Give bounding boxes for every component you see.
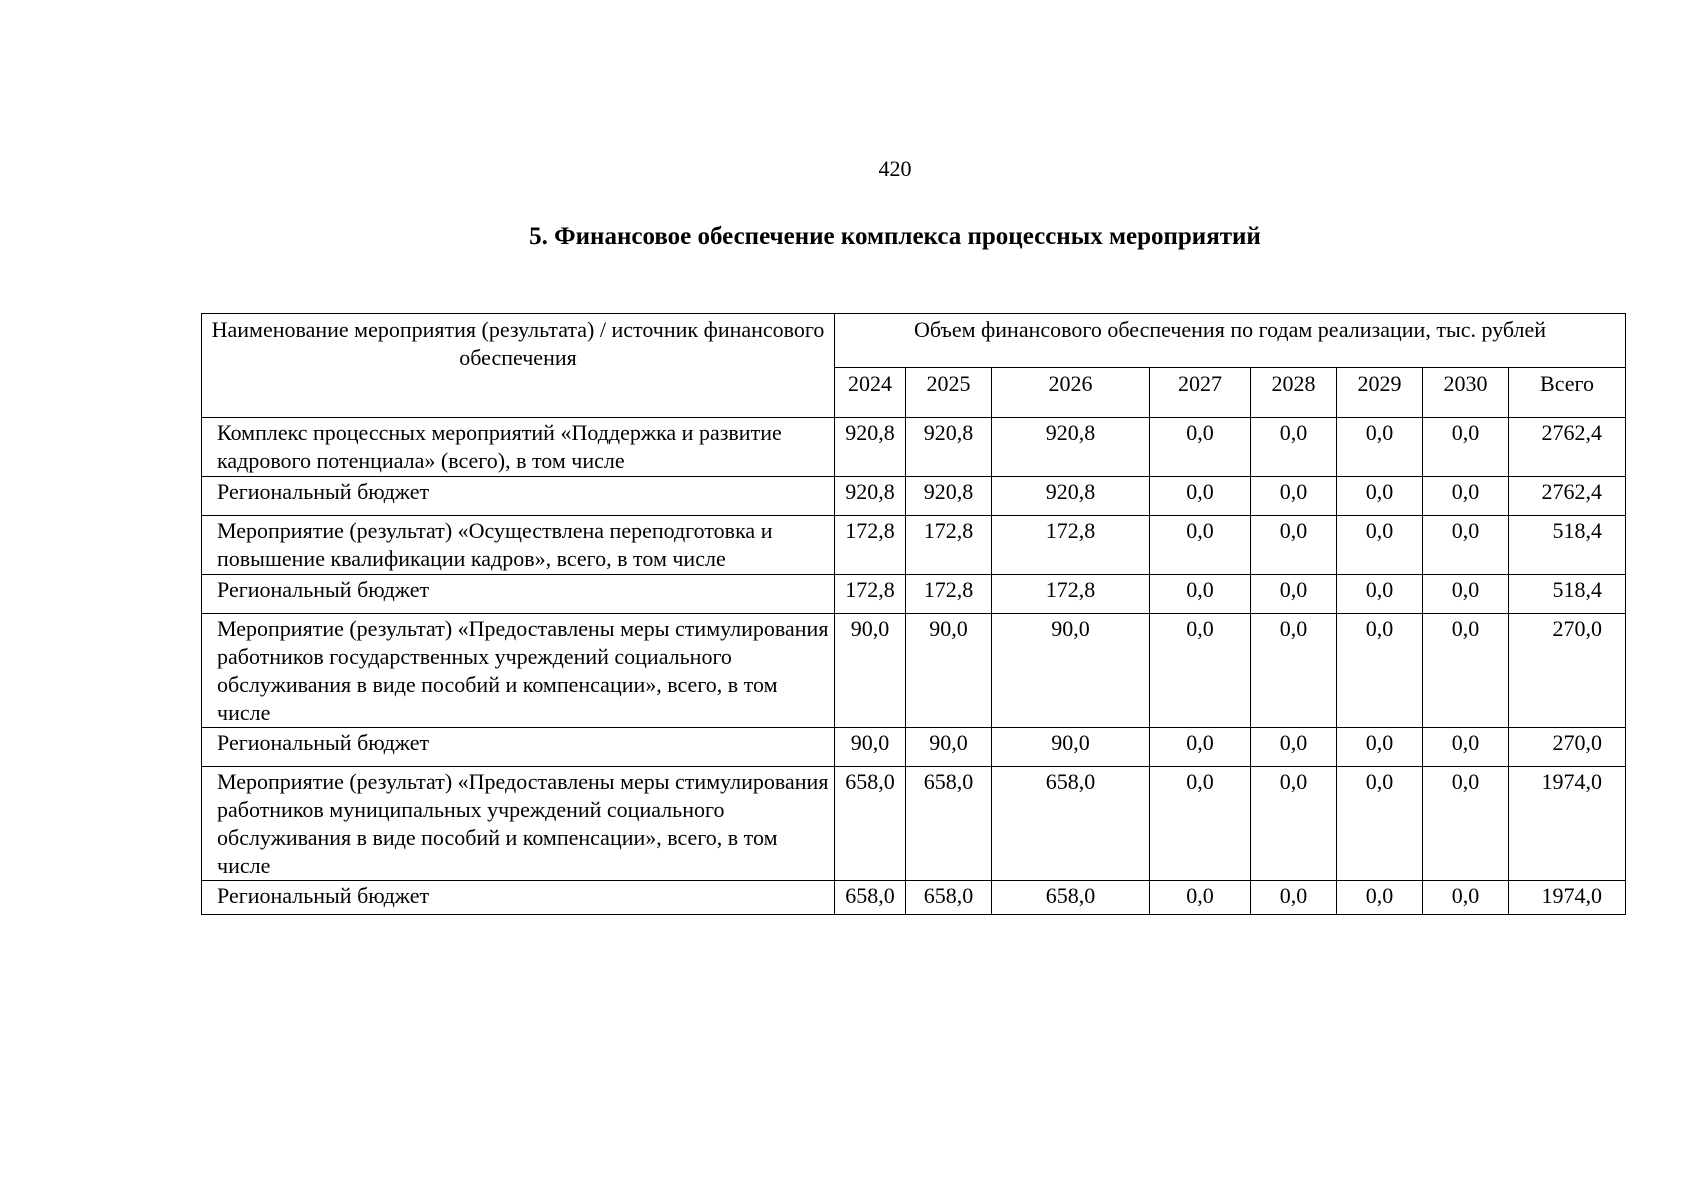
cell-value: 90,0 (906, 614, 992, 728)
cell-value: 0,0 (1150, 614, 1251, 728)
cell-value: 658,0 (992, 881, 1150, 915)
cell-value: 172,8 (835, 516, 906, 575)
cell-value: 0,0 (1150, 881, 1251, 915)
row-name: Региональный бюджет (202, 728, 835, 767)
table-row (202, 767, 1626, 881)
cell-value: 0,0 (1150, 767, 1251, 881)
page-number: 420 (878, 156, 912, 181)
table-row (202, 477, 1626, 516)
cell-value: 0,0 (1150, 418, 1251, 477)
cell-value: 658,0 (906, 767, 992, 881)
cell-value: 0,0 (1150, 575, 1251, 614)
table-row (202, 614, 1626, 728)
cell-value: 0,0 (1423, 881, 1509, 915)
row-name: Мероприятие (результат) «Осуществлена переподготовка и повышение квалификации кадров», всего, в том числе (202, 516, 835, 575)
cell-value: 658,0 (835, 881, 906, 915)
cell-value: 0,0 (1337, 767, 1423, 881)
header-year: 2028 (1251, 368, 1337, 418)
cell-value: 0,0 (1337, 728, 1423, 767)
cell-value: 658,0 (992, 767, 1150, 881)
cell-value: 0,0 (1423, 477, 1509, 516)
cell-value: 0,0 (1251, 516, 1337, 575)
cell-value: 90,0 (992, 728, 1150, 767)
cell-value: 0,0 (1251, 418, 1337, 477)
header-year: 2026 (992, 368, 1150, 418)
cell-value: 0,0 (1150, 728, 1251, 767)
cell-value: 0,0 (1423, 614, 1509, 728)
financing-table (201, 313, 1626, 915)
cell-value: 920,8 (992, 477, 1150, 516)
cell-value: 0,0 (1150, 516, 1251, 575)
cell-value: 0,0 (1251, 575, 1337, 614)
cell-value: 172,8 (906, 575, 992, 614)
cell-value: 0,0 (1251, 881, 1337, 915)
cell-value: 172,8 (992, 575, 1150, 614)
table-row (202, 881, 1626, 915)
cell-value: 0,0 (1251, 614, 1337, 728)
cell-value: 0,0 (1337, 477, 1423, 516)
cell-value: 172,8 (835, 575, 906, 614)
cell-value: 920,8 (906, 418, 992, 477)
cell-value: 0,0 (1337, 418, 1423, 477)
cell-value: 920,8 (906, 477, 992, 516)
cell-value: 920,8 (992, 418, 1150, 477)
cell-value: 658,0 (835, 767, 906, 881)
cell-value: 920,8 (835, 477, 906, 516)
cell-value: 0,0 (1337, 516, 1423, 575)
cell-value: 0,0 (1423, 767, 1509, 881)
cell-total: 518,4 (1509, 575, 1626, 614)
header-year: 2027 (1150, 368, 1251, 418)
cell-total: 270,0 (1509, 614, 1626, 728)
cell-value: 0,0 (1423, 418, 1509, 477)
header-year: 2024 (835, 368, 906, 418)
row-name: Региональный бюджет (202, 881, 835, 915)
cell-total: 1974,0 (1509, 767, 1626, 881)
row-name: Мероприятие (результат) «Предоставлены меры стимулирования работников муниципальных учреждений социального обслуживания в виде пособий и компенсации», всего, в том числе (202, 767, 835, 881)
cell-total: 518,4 (1509, 516, 1626, 575)
cell-value: 0,0 (1423, 516, 1509, 575)
table-row (202, 418, 1626, 477)
cell-value: 0,0 (1251, 477, 1337, 516)
row-name: Региональный бюджет (202, 575, 835, 614)
cell-value: 0,0 (1251, 728, 1337, 767)
cell-value: 90,0 (992, 614, 1150, 728)
table-row (202, 728, 1626, 767)
cell-value: 90,0 (835, 728, 906, 767)
header-total: Всего (1509, 368, 1626, 418)
row-name: Региональный бюджет (202, 477, 835, 516)
cell-total: 1974,0 (1509, 881, 1626, 915)
header-name: Наименование мероприятия (результата) / источник финансового обеспечения (202, 314, 835, 418)
cell-value: 0,0 (1423, 728, 1509, 767)
header-year: 2029 (1337, 368, 1423, 418)
cell-value: 172,8 (992, 516, 1150, 575)
cell-value: 0,0 (1337, 881, 1423, 915)
header-year: 2030 (1423, 368, 1509, 418)
cell-value: 0,0 (1251, 767, 1337, 881)
cell-total: 2762,4 (1509, 477, 1626, 516)
table-header-row (202, 314, 1626, 368)
cell-value: 172,8 (906, 516, 992, 575)
cell-value: 0,0 (1337, 575, 1423, 614)
section-title: 5. Финансовое обеспечение комплекса процессных мероприятий (529, 223, 1261, 250)
header-financing-volume: Объем финансового обеспечения по годам реализации, тыс. рублей (835, 314, 1626, 368)
cell-total: 2762,4 (1509, 418, 1626, 477)
cell-value: 0,0 (1150, 477, 1251, 516)
cell-value: 658,0 (906, 881, 992, 915)
cell-value: 0,0 (1337, 614, 1423, 728)
header-year: 2025 (906, 368, 992, 418)
cell-value: 90,0 (835, 614, 906, 728)
table-row (202, 516, 1626, 575)
cell-value: 90,0 (906, 728, 992, 767)
table-row (202, 575, 1626, 614)
cell-value: 920,8 (835, 418, 906, 477)
row-name: Комплекс процессных мероприятий «Поддержка и развитие кадрового потенциала» (всего), в том числе (202, 418, 835, 477)
cell-total: 270,0 (1509, 728, 1626, 767)
row-name: Мероприятие (результат) «Предоставлены меры стимулирования работников государственных учреждений социального обслуживания в виде пособий и компенсации», всего, в том числе (202, 614, 835, 728)
cell-value: 0,0 (1423, 575, 1509, 614)
